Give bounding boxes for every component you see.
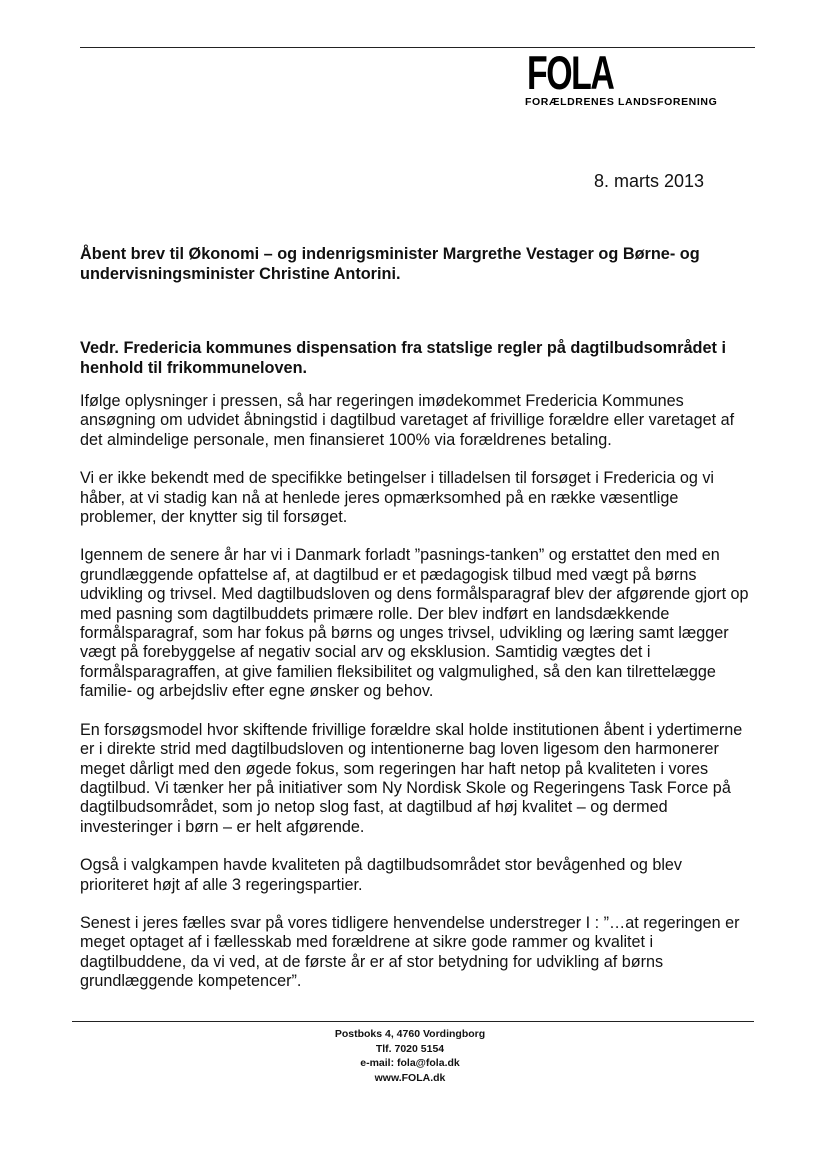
letter-date: 8. marts 2013 xyxy=(594,171,705,191)
footer-address: Postboks 4, 4760 Vordingborg xyxy=(334,1028,486,1040)
paragraph: Vi er ikke bekendt med de specifikke betingelser i tilladelsen til forsøget i Fredericia og vi håber, at vi stadig kan nå at henlede jeres opmærksomhed på en række væsentlige problemer, der knytter sig til forsøget. xyxy=(80,469,715,527)
footer-divider xyxy=(72,1021,754,1022)
footer xyxy=(0,1027,826,1085)
footer-phone: Tlf. 7020 5154 xyxy=(375,1042,445,1055)
logo-mark xyxy=(527,46,647,99)
letter-body xyxy=(80,244,752,1011)
logo-subtitle: FORÆLDRENES LANDSFORENING xyxy=(525,96,718,108)
fola-logo xyxy=(525,46,735,112)
paragraph: Senest i jeres fælles svar på vores tidligere henvendelse understreger I : ”…at regeringen er meget optaget af i fællesskab med forældrene at sikre gode rammer og kvalitet i dagtilbuddene, da vi ved, at de første år er af stor betydning for udvikling af børns grundlæggende kompetencer”. xyxy=(80,913,740,991)
paragraph: Også i valgkampen havde kvaliteten på dagtilbudsområdet stor bevågenhed og blev prioriteret højt af alle 3 regeringspartier. xyxy=(80,856,683,894)
footer-email[interactable]: e-mail: fola@fola.dk xyxy=(360,1057,460,1069)
letter-title: Åbent brev til Økonomi – og indenrigsminister Margrethe Vestager og Børne- og undervisningsminister Christine Antorini. xyxy=(80,245,700,283)
logo-wordmark: FOLA xyxy=(527,46,614,99)
paragraph: Igennem de senere år har vi i Danmark forladt ”pasnings-tanken” og erstattet den med en grundlæggende opfattelse af, at dagtilbud er et pædagogisk tilbud med vægt på børns udvikling og trivsel. Med dagtilbudsloven og dens formålsparagraf blev der afgørende gjort op med pasning som dagtilbuddets primære rolle. Der blev indført en landsdækkende formålsparagraf, som har fokus på børns og unges trivsel, udvikling og læring samt lægger vægt på forebyggelse af negativ social arv og eksklusion. Samtidig vægtes det i formålsparagraffen, at give familien fleksibilitet og valgmulighed, så den kan tilrettelægge familie- og arbejdsliv efter egne ønsker og behov. xyxy=(80,546,749,701)
letter-subject: Vedr. Fredericia kommunes dispensation fra statslige regler på dagtilbudsområdet i henhold til frikommuneloven. xyxy=(80,339,727,377)
paragraph: Ifølge oplysninger i pressen, så har regeringen imødekommet Fredericia Kommunes ansøgning om udvidet åbningstid i dagtilbud varetaget af frivillige forældre eller varetaget af det almindelige personale, men finansieret 100% via forældrenes betaling. xyxy=(80,392,735,449)
footer-website[interactable]: www.FOLA.dk xyxy=(374,1071,446,1084)
header-divider xyxy=(80,47,755,48)
paragraph: En forsøgsmodel hvor skiftende frivillige forældre skal holde institutionen åbent i ydertimerne er i direkte strid med dagtilbudsloven og intentionerne bag loven ligesom den harmonerer meget dårligt med den øgede fokus, som regeringen har haft netop på kvaliteten i vores dagtilbud. Vi tænker her på initiativer som Ny Nordisk Skole og Regeringens Task Force på dagtilbudsområdet, som jo netop slog fast, at dagtilbud af høj kvalitet – og dermed investeringer i børn – er helt afgørende. xyxy=(80,720,743,836)
